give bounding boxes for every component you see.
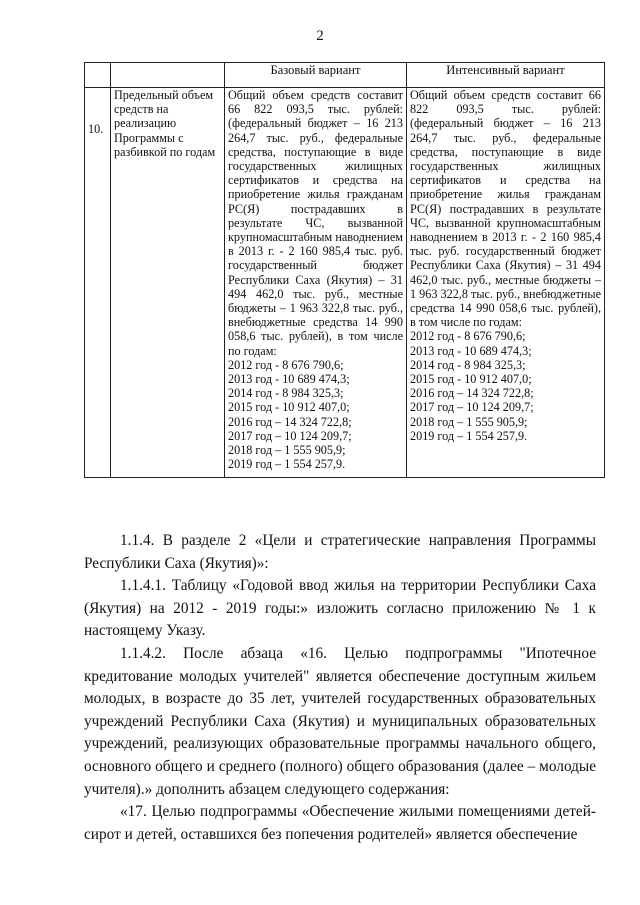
paragraph-1-1-4-1: 1.1.4.1. Таблицу «Годовой ввод жилья на территории Республики Саха (Якутия) на 2012 - 2019 годы:» изложить согласно приложению № 1 к настоящему Указу. [84, 577, 596, 640]
base-year-2019: 2019 год – 1 554 257,9. [228, 457, 346, 472]
base-year-2016: 2016 год – 14 324 722,8; [228, 414, 352, 429]
base-year-2015: 2015 год - 10 912 407,0; [228, 400, 350, 415]
base-year-2017: 2017 год – 10 124 209,7; [228, 428, 352, 443]
body-text [84, 530, 596, 846]
header-cell-num [85, 63, 111, 88]
intensive-year-2012: 2012 год - 8 676 790,6; [410, 329, 526, 344]
intensive-year-2018: 2018 год – 1 555 905,9; [410, 414, 528, 429]
row-number: 10. [85, 88, 111, 478]
base-year-2012: 2012 год - 8 676 790,6; [228, 357, 344, 372]
intensive-year-2014: 2014 год - 8 984 325,3; [410, 357, 526, 372]
intensive-variant-text: Общий объем средств составит 66 822 093,5 тыс. рублей: (федеральный бюджет – 16 213 264,7 тыс. руб., федеральные средства, поступающие в виде государственных жилищных сертификатов и средства на приобретение жилья гражданам РС(Я) пострадавших в результате ЧС, вызванной крупномасштабным наводнением в 2013 г. - 2 160 985,4 тыс. руб. государственный бюджет Республики Саха (Якутия) – 31 494 462,0 тыс. руб., местные бюджеты – 1 963 322,8 тыс. руб., внебюджетные средства 14 990 058,6 тыс. рублей), в том числе по годам: [410, 88, 601, 330]
intensive-year-2016: 2016 год – 14 324 722,8; [410, 386, 534, 401]
base-variant-text: Общий объем средств составит 66 822 093,5 тыс. рублей: (федеральный бюджет – 16 213 264,7 тыс. руб., федеральные средства, поступающие в виде государственных жилищных сертификатов и средства на приобретение жилья гражданам РС(Я) пострадавших в результате ЧС, вызванной крупномасштабным наводнением в 2013 г. - 2 160 985,4 тыс. руб. государственный бюджет Республики Саха (Якутия) – 31 494 462,0 тыс. руб., местные бюджеты – 1 963 322,8 тыс. руб., внебюджетные средства 14 990 058,6 тыс. рублей), в том числе по годам: [228, 88, 403, 358]
page-number: 2 [316, 28, 324, 44]
row-label: Предельный объем средств на реализацию Программы с разбивкой по годам [111, 88, 225, 478]
program-table [84, 62, 605, 478]
paragraph-17: «17. Целью подпрограммы «Обеспечение жилыми помещениями детей-сирот и детей, оставшихся без попечения родителей» является обеспечение [84, 803, 596, 843]
intensive-variant-cell [407, 88, 605, 478]
intensive-year-2019: 2019 год – 1 554 257,9. [410, 428, 528, 443]
base-year-2018: 2018 год – 1 555 905,9; [228, 443, 346, 458]
base-variant-cell [225, 88, 407, 478]
base-year-2013: 2013 год - 10 689 474,3; [228, 372, 350, 387]
table-header-row [85, 63, 605, 88]
base-year-2014: 2014 год - 8 984 325,3; [228, 386, 344, 401]
header-cell-base: Базовый вариант [225, 63, 407, 88]
intensive-year-2017: 2017 год – 10 124 209,7; [410, 400, 534, 415]
paragraph-1-1-4-2: 1.1.4.2. После абзаца «16. Целью подпрограммы "Ипотечное кредитование молодых учителей" является обеспечение доступным жильем молодых, в возрасте до 35 лет, учителей государственных образовательных учреждений Республики Саха (Якутия) и муниципальных образовательных учреждений, реализующих образовательные программы начального общего, основного общего и среднего (полного) общего образования (далее – молодые учителя).» дополнить абзацем следующего содержания: [84, 644, 596, 798]
header-cell-label [111, 63, 225, 88]
paragraph-1-1-4: 1.1.4. В разделе 2 «Цели и стратегические направления Программы Республики Саха (Якутия)»: [84, 532, 596, 572]
table-row [85, 88, 605, 478]
intensive-year-2015: 2015 год - 10 912 407,0; [410, 372, 532, 387]
intensive-year-2013: 2013 год - 10 689 474,3; [410, 343, 532, 358]
header-cell-intensive: Интенсивный вариант [407, 63, 605, 88]
